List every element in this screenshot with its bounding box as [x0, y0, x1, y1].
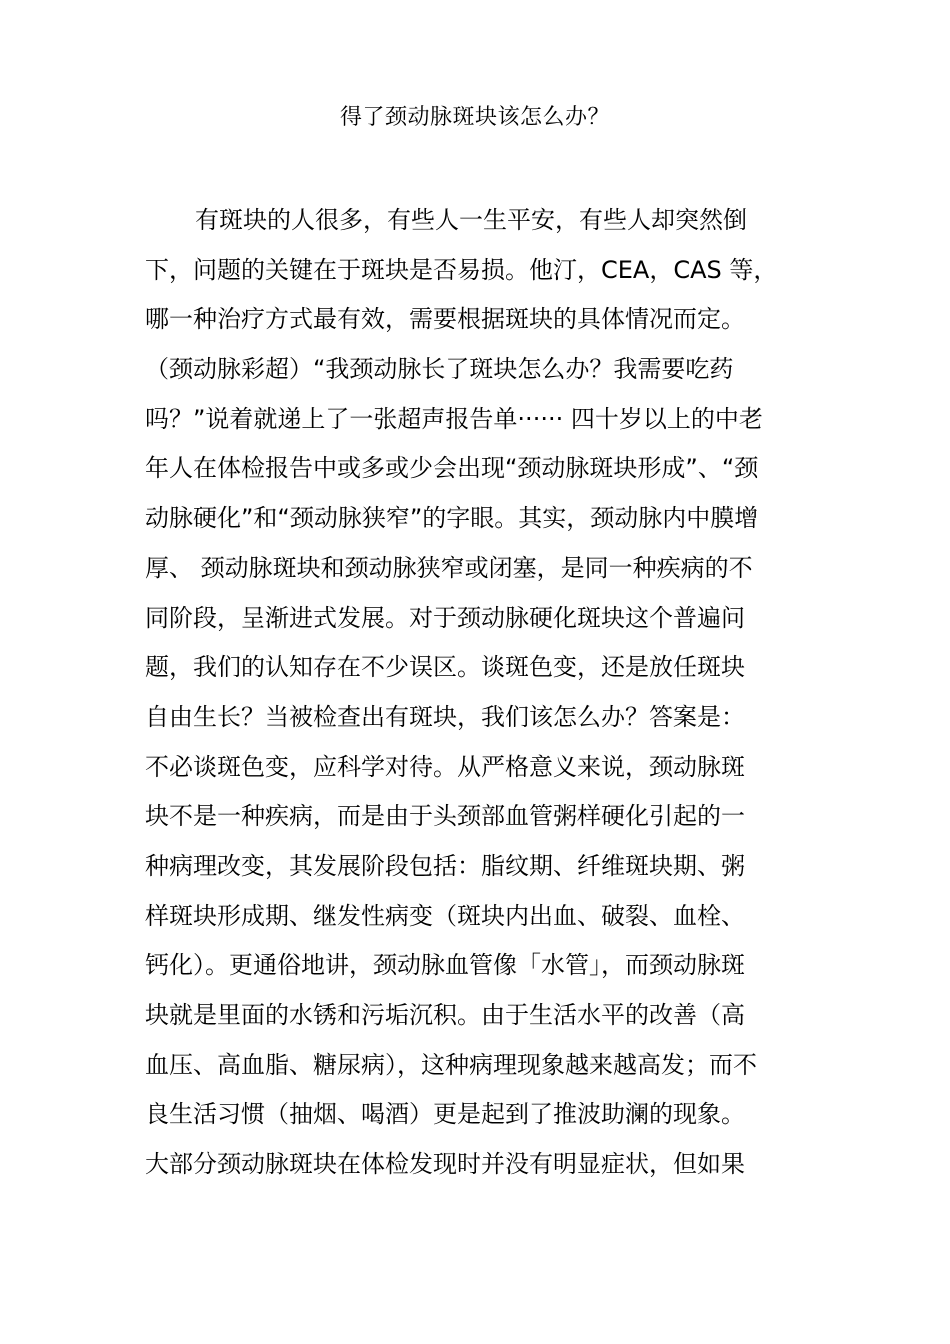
body-line: 良生活习惯（抽烟、喝酒）更是起到了推波助澜的现象。 [145, 1100, 745, 1129]
body-line: 血压、高血脂、糖尿病），这种病理现象越来越高发；而不 [145, 1050, 757, 1079]
body-line: 种病理改变，其发展阶段包括：脂纹期、纤维斑块期、粥 [145, 851, 745, 880]
body-line: 块不是一种疾病，而是由于头颈部血管粥样硬化引起的一 [145, 802, 745, 831]
body-line: 下，问题的关键在于斑块是否易损。他汀，CEA，CAS 等， [145, 255, 778, 284]
body-line: 哪一种治疗方式最有效，需要根据斑块的具体情况而定。 [145, 305, 745, 334]
body-line: 动脉硬化”和“颈动脉狭窄”的字眼。其实，颈动脉内中膜增 [145, 504, 759, 533]
body-line: （颈动脉彩超）“我颈动脉长了斑块怎么办？我需要吃药 [145, 355, 734, 384]
body-line: 块就是里面的水锈和污垢沉积。由于生活水平的改善（高 [145, 1001, 745, 1029]
document-body [145, 196, 805, 1190]
body-line: 同阶段，呈渐进式发展。对于颈动脉硬化斑块这个普遍问 [145, 603, 745, 632]
body-line: 样斑块形成期、继发性病变（斑块内出血、破裂、血栓、 [145, 901, 745, 930]
body-line: 有斑块的人很多，有些人一生平安，有些人却突然倒 [195, 206, 747, 234]
body-line: 大部分颈动脉斑块在体检发现时并没有明显症状，但如果 [145, 1150, 745, 1179]
body-line: 自由生长？当被检查出有斑块，我们该怎么办？答案是： [145, 702, 745, 731]
body-line: 钙化）。更通俗地讲，颈动脉血管像「水管」，而颈动脉斑 [145, 951, 745, 980]
body-line: 厚、 颈动脉斑块和颈动脉狭窄或闭塞，是同一种疾病的不 [145, 553, 753, 582]
body-line: 吗？”说着就递上了一张超声报告单······ 四十岁以上的中老 [145, 404, 763, 433]
body-line: 题，我们的认知存在不少误区。谈斑色变，还是放任斑块 [145, 653, 745, 682]
document-title: 得了颈动脉斑块该怎么办？ [339, 105, 610, 130]
body-line: 年人在体检报告中或多或少会出现“颈动脉斑块形成”、“颈 [145, 454, 759, 483]
body-line: 不必谈斑色变，应科学对待。从严格意义来说，颈动脉斑 [145, 752, 745, 781]
